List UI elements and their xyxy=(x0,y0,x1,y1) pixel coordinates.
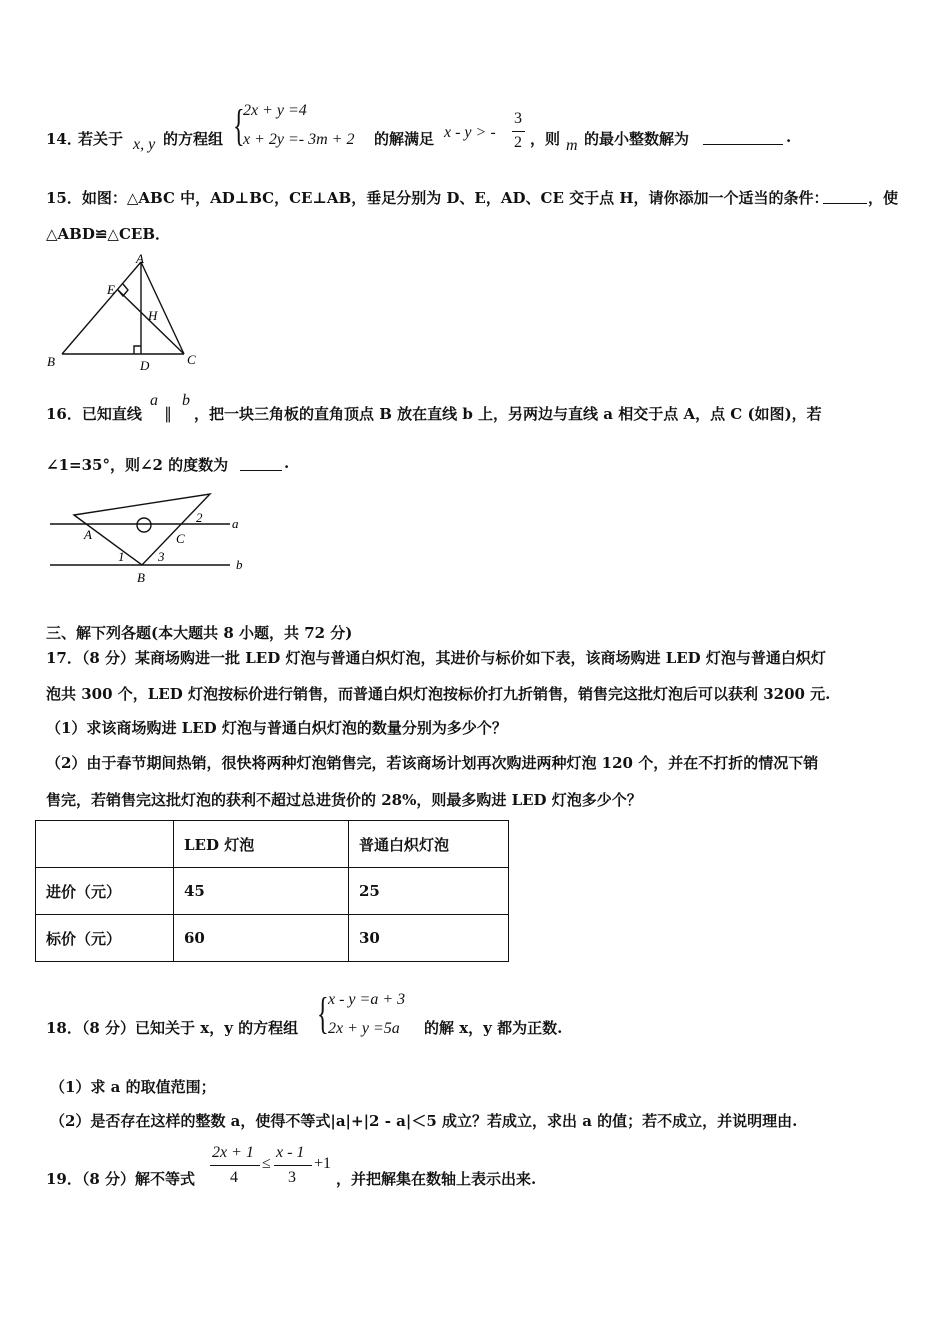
q14-frac-den: 2 xyxy=(514,134,522,151)
q17-line1: 17．（8 分）某商场购进一批 LED 灯泡与普通白炽灯泡，其进价与标价如下表，该商场购进 LED 灯泡与普通白炽灯 xyxy=(46,649,826,667)
q15-label-D: D xyxy=(140,358,150,373)
q14-text-pre: 若关于 xyxy=(78,130,124,148)
q18-prefix: 18．（8 分）已知关于 x，y 的方程组 xyxy=(46,1019,299,1037)
q16-line-a: a xyxy=(150,392,158,409)
q19-frac1-den: 4 xyxy=(230,1169,238,1186)
q14-eq2: x + 2y =- 3m + 2 xyxy=(243,131,355,148)
q16-label-C: C xyxy=(176,531,185,546)
q14-m: m xyxy=(566,137,578,154)
q19-post: ，并把解集在数轴上表示出来. xyxy=(336,1170,537,1188)
q14-eq1: 2x + y =4 xyxy=(243,102,307,119)
q15-side-AB xyxy=(62,262,141,354)
table-cell: 60 xyxy=(174,915,349,962)
q19-prefix: 19．（8 分）解不等式 xyxy=(46,1170,196,1188)
q18-part2: （2）是否存在这样的整数 a，使得不等式|a|+|2 - a|＜5 成立？若成立，求出 a 的值；若不成立，并说明理由. xyxy=(50,1112,798,1130)
q19-frac1-num: 2x + 1 xyxy=(212,1144,254,1161)
q19-plus-one: +1 xyxy=(314,1155,332,1172)
table-cell: 进价（元） xyxy=(36,868,174,915)
q16-label-B: B xyxy=(137,570,145,585)
q19-frac1-bar xyxy=(210,1165,260,1166)
q17-part2-line2: 售完，若销售完这批灯泡的获利不超过总进货价的 28%，则最多购进 LED 灯泡多少个？ xyxy=(46,791,642,809)
q17-line2: 泡共 300 个，LED 灯泡按标价进行销售，而普通白炽灯泡按标价打九折销售，销售完这批灯泡后可以获利 3200 元. xyxy=(46,685,831,703)
q14-text-mid: 的方程组 xyxy=(163,130,224,148)
q16-parallel-lines-figure xyxy=(44,488,259,588)
q15-label-B: B xyxy=(47,354,55,369)
table-cell: 标价（元） xyxy=(36,915,174,962)
q15-line1: 15．如图：△ABC 中，AD⊥BC，CE⊥AB，垂足分别为 D、E，AD、CE 交于点 H，请你添加一个适当的条件： xyxy=(46,189,829,207)
q16-answer-blank[interactable] xyxy=(240,456,282,471)
q16-triangle-ruler xyxy=(74,494,210,565)
section3-heading: 三、解下列各题(本大题共 8 小题，共 72 分) xyxy=(46,624,353,642)
q17-price-table xyxy=(35,820,509,962)
q18-part1: （1）求 a 的取值范围； xyxy=(50,1078,216,1096)
q18-eq1: x - y =a + 3 xyxy=(328,991,406,1008)
table-cell: 45 xyxy=(174,868,349,915)
q18-system-brace: { xyxy=(317,989,329,1038)
q18-eq2: 2x + y =5a xyxy=(328,1020,400,1037)
q19-frac2-den: 3 xyxy=(288,1169,296,1186)
q16-rest: ，把一块三角板的直角顶点 B 放在直线 b 上，另两边与直线 a 相交于点 A，点 C (如图)，若 xyxy=(194,405,822,423)
table-header-cell xyxy=(36,821,174,868)
q14-then: ，则 xyxy=(530,130,561,148)
q16-angle-2: 2 xyxy=(196,510,203,525)
q14-cond-text: 的解满足 xyxy=(374,130,435,148)
q16-label-A: A xyxy=(84,527,92,542)
q14-vars: x, y xyxy=(133,136,156,153)
q14-cond-lhs: x - y > - xyxy=(444,124,496,141)
q15-line1-end: ，使 xyxy=(868,189,899,207)
q14-answer-blank[interactable] xyxy=(703,130,783,145)
q15-triangle-figure xyxy=(44,250,204,375)
q14-system-brace: { xyxy=(233,101,245,150)
q16-line2-end: . xyxy=(284,454,290,472)
q14-frac-bar xyxy=(512,131,525,132)
q15-label-E: E xyxy=(107,282,115,297)
table-row xyxy=(36,915,509,962)
q16-angle-3: 3 xyxy=(158,549,165,564)
table-header-cell: 普通白炽灯泡 xyxy=(349,821,509,868)
q15-answer-blank[interactable] xyxy=(823,189,867,204)
q17-part2-line1: （2）由于春节期间热销，很快将两种灯泡销售完，若该商场计划再次购进两种灯泡 120 个，并在不打折的情况下销 xyxy=(46,754,819,772)
q16-parallel: ∥ xyxy=(164,406,172,423)
q16-angle-1: 1 xyxy=(118,549,125,564)
q16-prefix: 16．已知直线 xyxy=(46,405,142,423)
q18-post: 的解 x，y 都为正数. xyxy=(424,1019,563,1037)
q17-part1: （1）求该商场购进 LED 灯泡与普通白炽灯泡的数量分别为多少个？ xyxy=(46,719,507,737)
q15-line2: △ABD≌△CEB． xyxy=(46,225,171,243)
q16-ruler-hole xyxy=(137,518,151,532)
q19-leq: ≤ xyxy=(262,1155,271,1172)
q16-label-a: a xyxy=(232,516,239,531)
q14-frac-num: 3 xyxy=(514,110,522,127)
q16-line2: ∠1=35°，则∠2 的度数为 xyxy=(46,456,229,474)
q14-number: 14． xyxy=(46,130,82,148)
table-header-cell: LED 灯泡 xyxy=(174,821,349,868)
table-cell: 30 xyxy=(349,915,509,962)
q19-frac2-bar xyxy=(274,1165,312,1166)
q14-tail: 的最小整数解为 xyxy=(584,130,690,148)
q15-label-H: H xyxy=(148,308,158,323)
q15-label-C: C xyxy=(187,352,196,367)
q19-frac2-num: x - 1 xyxy=(276,1144,305,1161)
q16-line-b: b xyxy=(182,392,190,409)
q16-label-b: b xyxy=(236,557,243,572)
table-cell: 25 xyxy=(349,868,509,915)
q14-end: . xyxy=(786,128,792,146)
q15-label-A: A xyxy=(136,251,144,266)
table-row xyxy=(36,868,509,915)
q15-right-angle-D xyxy=(134,346,141,354)
table-header-row xyxy=(36,821,509,868)
